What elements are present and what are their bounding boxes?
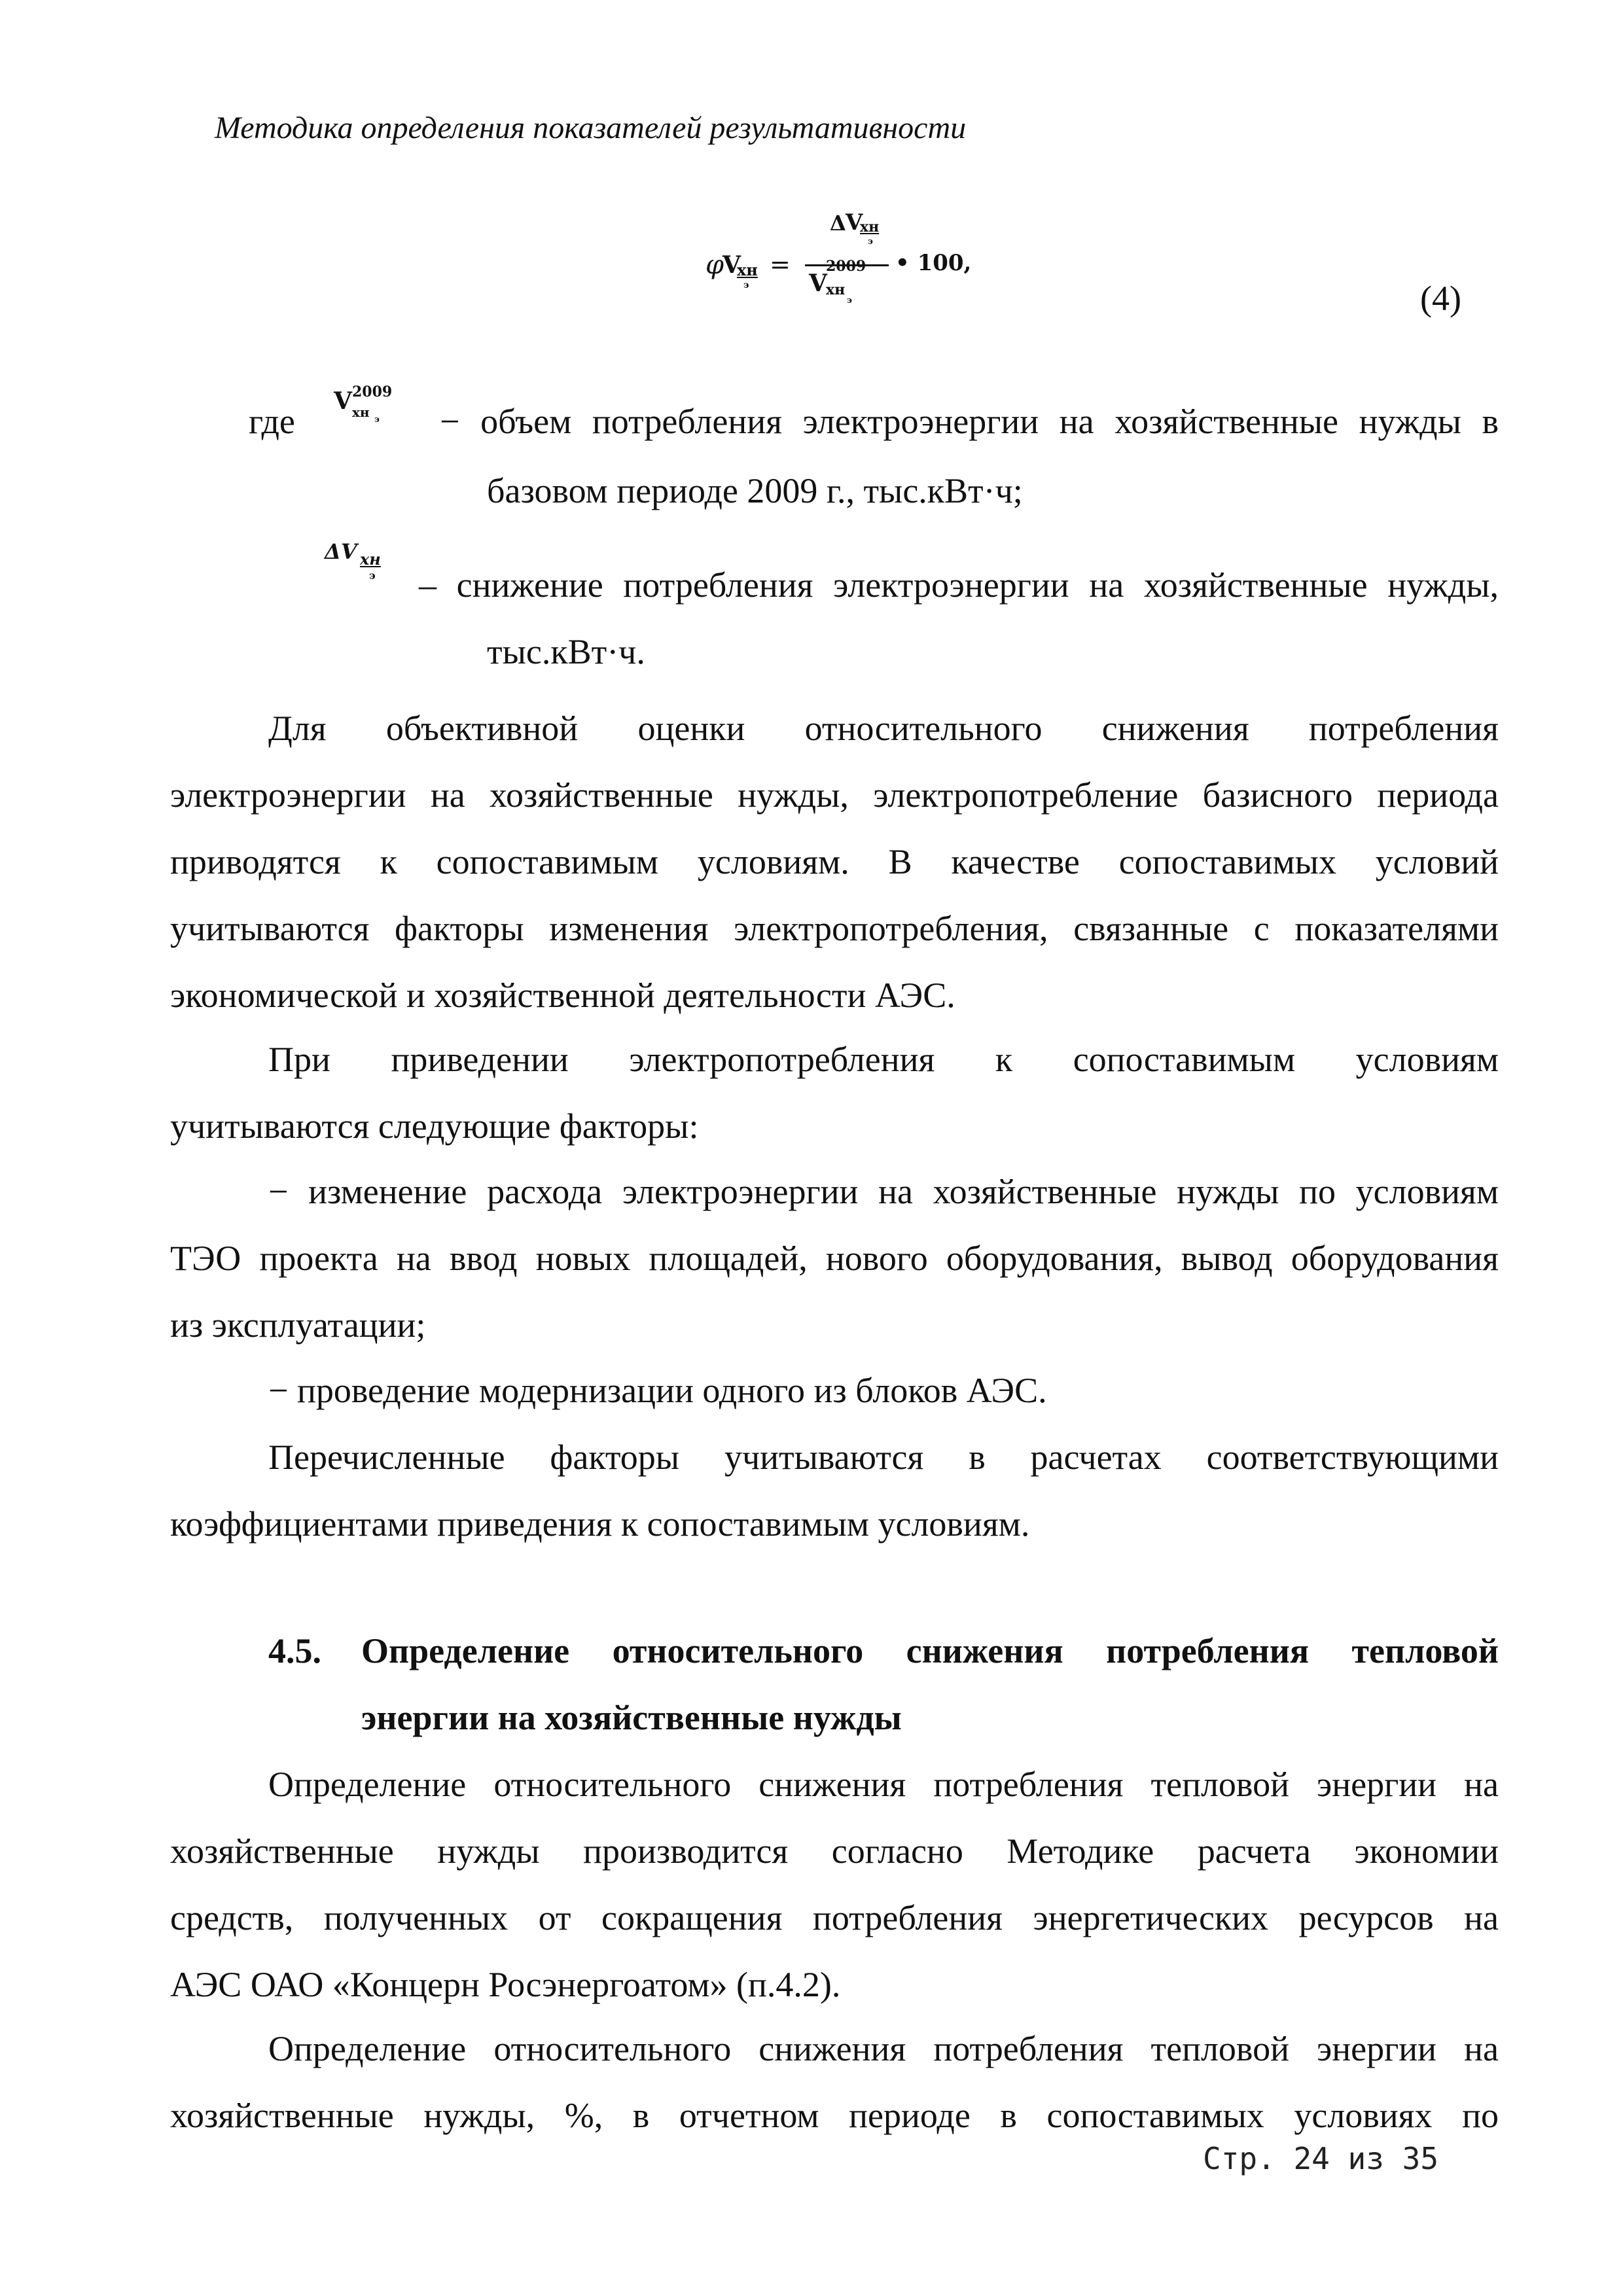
running-header: Методика определения показателей результативности	[215, 111, 967, 145]
numerator-subsub: э	[868, 237, 873, 247]
para4-line: средств, полученных от сокращения потребления энергетических ресурсов на	[170, 1898, 1499, 1937]
section-title-line2: энергии на хозяйственные нужды	[361, 1698, 902, 1737]
para4-last-line: АЭС ОАО «Концерн Росэнергоатом» (п.4.2).	[170, 1965, 841, 2004]
para5-line1: Определение относительного снижения потребления тепловой энергии на	[268, 2029, 1499, 2068]
def2-subsub: э	[369, 569, 376, 582]
numerator-v: V	[846, 209, 863, 236]
bullet1-last-line: из эксплуатации;	[170, 1305, 426, 1345]
phi-symbol: φ	[705, 250, 724, 280]
section-number: 4.5.	[268, 1631, 321, 1670]
def2-sub: хн	[360, 550, 381, 569]
para1-line: электроэнергии на хозяйственные нужды, электропотребление базисного периода	[170, 775, 1499, 815]
def1-symbol	[334, 383, 419, 442]
formula-number: (4)	[1420, 279, 1461, 318]
def1-year: 2009	[352, 383, 393, 400]
para1-last-line: экономической и хозяйственной деятельности АЭС.	[170, 976, 955, 1015]
def1-sub: хн	[352, 404, 370, 420]
para2-last-line: учитываются следующие факторы:	[170, 1106, 699, 1146]
paragraph-listed-factors	[170, 1424, 1499, 1557]
denominator-sub: хн	[826, 281, 846, 298]
bullet1-line2: ТЭО проекта на ввод новых площадей, нового оборудования, вывод оборудования	[170, 1239, 1499, 1278]
formula-4	[700, 196, 1054, 347]
formula-multiplier: • 100,	[895, 250, 972, 276]
bullet-list-item: − проведение модернизации одного из блоков АЭС.	[268, 1371, 1047, 1410]
def2-line2: тыс.кВт·ч.	[487, 632, 645, 671]
bullet1-line1: − изменение расхода электроэнергии на хозяйственные нужды по условиям	[268, 1172, 1499, 1211]
para4-line: хозяйственные нужды производится согласно Методике расчета экономии	[170, 1831, 1499, 1871]
para1-line: приводятся к сопоставимым условиям. В качестве сопоставимых условий	[170, 842, 1499, 881]
def2-line1: – снижение потребления электроэнергии на хозяйственные нужды,	[419, 565, 1499, 605]
para1-line: учитываются факторы изменения электропотребления, связанные с показателями	[170, 909, 1499, 948]
para3-line1: Перечисленные факторы учитываются в расчетах соответствующими	[268, 1438, 1499, 1477]
para3-last-line: коэффициентами приведения к сопоставимым условиям.	[170, 1504, 1030, 1544]
def1-subsub: э	[374, 415, 380, 425]
denominator-year: 2009	[826, 258, 866, 275]
paragraph-methodology	[170, 1751, 1499, 2018]
formula-lhs-v: V	[722, 251, 741, 279]
section-title: Определение относительного снижения потребления тепловой	[361, 1631, 1499, 1670]
page-number: Стр. 24 из 35	[1203, 2141, 1439, 2176]
def2-delta-v: ΔV	[325, 539, 357, 564]
formula-lhs-sub: хн	[737, 260, 758, 279]
denominator-v: V	[809, 270, 827, 297]
denominator-subsub: э	[847, 296, 852, 306]
formula-equals: =	[770, 250, 791, 279]
def2-symbol	[325, 530, 416, 595]
def1-line1: − объем потребления электроэнергии на хозяйственные нужды в	[440, 402, 1499, 441]
numerator-sub: хн	[860, 219, 880, 236]
bullet-list-item	[170, 1158, 1499, 1358]
where-word: где	[249, 402, 295, 441]
paragraph-comparable-conditions	[170, 695, 1499, 1029]
def1-line2: базовом периоде 2009 г., тыс.кВт·ч;	[487, 471, 1023, 510]
para2-line1: При приведении электропотребления к сопоставимым условиям	[268, 1040, 1499, 1079]
formula-lhs-subsub: э	[743, 280, 749, 291]
numerator-delta: Δ	[830, 211, 846, 236]
paragraph-heat-reduction	[170, 2015, 1499, 2149]
para1-line: Для объективной оценки относительного снижения потребления	[268, 709, 1499, 748]
para5-line2: хозяйственные нужды, %, в отчетном периоде в сопоставимых условиях по	[170, 2096, 1499, 2135]
def1-v: V	[334, 387, 352, 415]
para4-line: Определение относительного снижения потребления тепловой энергии на	[268, 1765, 1499, 1804]
paragraph-factors	[170, 1026, 1499, 1159]
